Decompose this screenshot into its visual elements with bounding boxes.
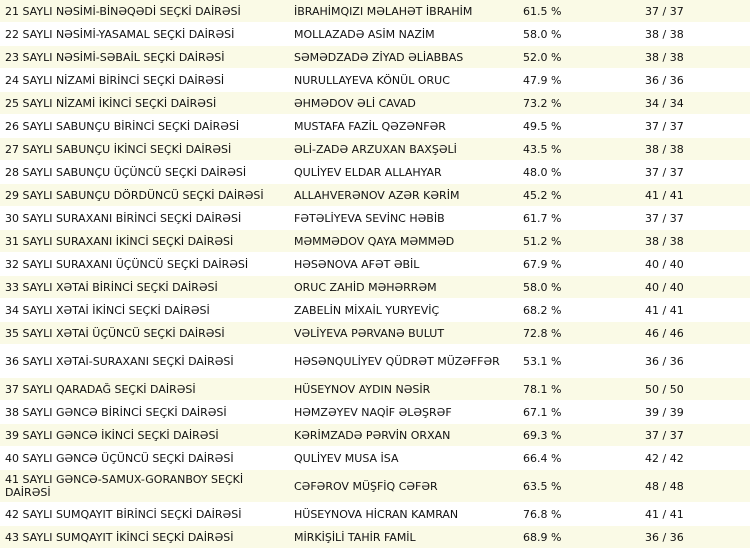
district-name-cell: 21 SAYLI NƏSİMİ-BİNƏQƏDİ SEÇKİ DAİRƏSİ [0, 0, 286, 23]
winner-name-cell: QULİYEV ELDAR ALLAHYAR [286, 161, 519, 184]
district-name-cell: 43 SAYLI SUMQAYIT İKİNCİ SEÇKİ DAİRƏSİ [0, 526, 286, 549]
precincts-counted-cell: 41 / 41 [641, 503, 750, 526]
precincts-counted-cell: 50 / 50 [641, 378, 750, 401]
precincts-counted-cell: 41 / 41 [641, 299, 750, 322]
table-row [0, 46, 750, 69]
table-row [0, 470, 750, 503]
table-row [0, 345, 750, 378]
winner-name-cell: HÜSEYNOVA HİCRAN KAMRAN [286, 503, 519, 526]
precincts-counted-cell: 37 / 37 [641, 424, 750, 447]
winner-name-cell: HÜSEYNOV AYDIN NƏSİR [286, 378, 519, 401]
district-name-cell: 28 SAYLI SABUNÇU ÜÇÜNCÜ SEÇKİ DAİRƏSİ [0, 161, 286, 184]
district-name-cell: 29 SAYLI SABUNÇU DÖRDÜNCÜ SEÇKİ DAİRƏSİ [0, 184, 286, 207]
district-name-cell: 34 SAYLI XƏTAİ İKİNCİ SEÇKİ DAİRƏSİ [0, 299, 286, 322]
district-name-cell: 23 SAYLI NƏSİMİ-SƏBAİL SEÇKİ DAİRƏSİ [0, 46, 286, 69]
vote-percent-cell: 53.1 % [519, 345, 641, 378]
winner-name-cell: FƏTƏLİYEVA SEVİNC HƏBİB [286, 207, 519, 230]
vote-percent-cell: 61.7 % [519, 207, 641, 230]
table-row [0, 322, 750, 345]
winner-name-cell: KƏRİMZADƏ PƏRVİN ORXAN [286, 424, 519, 447]
winner-name-cell: MOLLAZADƏ ASİM NAZİM [286, 23, 519, 46]
district-name-cell: 41 SAYLI GƏNCƏ-SAMUX-GORANBOY SEÇKİ DAİRƏSİ [0, 470, 286, 503]
table-row [0, 526, 750, 549]
vote-percent-cell: 67.1 % [519, 401, 641, 424]
table-row [0, 230, 750, 253]
winner-name-cell: MƏMMƏDOV QAYA MƏMMƏD [286, 230, 519, 253]
precincts-counted-cell: 37 / 37 [641, 207, 750, 230]
district-name-cell: 36 SAYLI XƏTAİ-SURAXANI SEÇKİ DAİRƏSİ [0, 345, 286, 378]
district-name-cell: 39 SAYLI GƏNCƏ İKİNCİ SEÇKİ DAİRƏSİ [0, 424, 286, 447]
table-row [0, 276, 750, 299]
vote-percent-cell: 48.0 % [519, 161, 641, 184]
district-name-cell: 22 SAYLI NƏSİMİ-YASAMAL SEÇKİ DAİRƏSİ [0, 23, 286, 46]
table-row [0, 207, 750, 230]
table-row [0, 115, 750, 138]
vote-percent-cell: 63.5 % [519, 470, 641, 503]
vote-percent-cell: 49.5 % [519, 115, 641, 138]
winner-name-cell: NURULLAYEVA KÖNÜL ORUC [286, 69, 519, 92]
winner-name-cell: VƏLİYEVA PƏRVANƏ BULUT [286, 322, 519, 345]
vote-percent-cell: 68.9 % [519, 526, 641, 549]
vote-percent-cell: 73.2 % [519, 92, 641, 115]
table-row [0, 0, 750, 23]
vote-percent-cell: 45.2 % [519, 184, 641, 207]
vote-percent-cell: 68.2 % [519, 299, 641, 322]
table-row [0, 253, 750, 276]
district-name-cell: 33 SAYLI XƏTAİ BİRİNCİ SEÇKİ DAİRƏSİ [0, 276, 286, 299]
vote-percent-cell: 58.0 % [519, 23, 641, 46]
winner-name-cell: İBRAHİMQIZI MƏLAHƏT İBRAHİM [286, 0, 519, 23]
vote-percent-cell: 69.3 % [519, 424, 641, 447]
district-name-cell: 26 SAYLI SABUNÇU BİRİNCİ SEÇKİ DAİRƏSİ [0, 115, 286, 138]
district-name-cell: 37 SAYLI QARADAĞ SEÇKİ DAİRƏSİ [0, 378, 286, 401]
winner-name-cell: SƏMƏDZADƏ ZİYAD ƏLİABBAS [286, 46, 519, 69]
precincts-counted-cell: 36 / 36 [641, 526, 750, 549]
district-name-cell: 40 SAYLI GƏNCƏ ÜÇÜNCÜ SEÇKİ DAİRƏSİ [0, 447, 286, 470]
table-row [0, 184, 750, 207]
table-row [0, 401, 750, 424]
precincts-counted-cell: 40 / 40 [641, 253, 750, 276]
precincts-counted-cell: 40 / 40 [641, 276, 750, 299]
precincts-counted-cell: 38 / 38 [641, 230, 750, 253]
vote-percent-cell: 43.5 % [519, 138, 641, 161]
table-row [0, 299, 750, 322]
table-row [0, 161, 750, 184]
precincts-counted-cell: 37 / 37 [641, 0, 750, 23]
winner-name-cell: CƏFƏROV MÜŞFİQ CƏFƏR [286, 470, 519, 503]
vote-percent-cell: 66.4 % [519, 447, 641, 470]
winner-name-cell: HƏSƏNOVA AFƏT ƏBİL [286, 253, 519, 276]
district-name-cell: 30 SAYLI SURAXANI BİRİNCİ SEÇKİ DAİRƏSİ [0, 207, 286, 230]
winner-name-cell: ƏLİ-ZADƏ ARZUXAN BAXŞƏLİ [286, 138, 519, 161]
precincts-counted-cell: 48 / 48 [641, 470, 750, 503]
precincts-counted-cell: 39 / 39 [641, 401, 750, 424]
precincts-counted-cell: 36 / 36 [641, 345, 750, 378]
precincts-counted-cell: 42 / 42 [641, 447, 750, 470]
district-name-cell: 38 SAYLI GƏNCƏ BİRİNCİ SEÇKİ DAİRƏSİ [0, 401, 286, 424]
district-name-cell: 27 SAYLI SABUNÇU İKİNCİ SEÇKİ DAİRƏSİ [0, 138, 286, 161]
vote-percent-cell: 61.5 % [519, 0, 641, 23]
vote-percent-cell: 67.9 % [519, 253, 641, 276]
vote-percent-cell: 52.0 % [519, 46, 641, 69]
district-name-cell: 25 SAYLI NİZAMİ İKİNCİ SEÇKİ DAİRƏSİ [0, 92, 286, 115]
district-name-cell: 42 SAYLI SUMQAYIT BİRİNCİ SEÇKİ DAİRƏSİ [0, 503, 286, 526]
table-row [0, 447, 750, 470]
vote-percent-cell: 72.8 % [519, 322, 641, 345]
winner-name-cell: HƏMZƏYEV NAQİF ƏLƏŞRƏF [286, 401, 519, 424]
table-row [0, 424, 750, 447]
precincts-counted-cell: 38 / 38 [641, 46, 750, 69]
district-name-cell: 24 SAYLI NİZAMİ BİRİNCİ SEÇKİ DAİRƏSİ [0, 69, 286, 92]
table-row [0, 92, 750, 115]
precincts-counted-cell: 41 / 41 [641, 184, 750, 207]
precincts-counted-cell: 34 / 34 [641, 92, 750, 115]
district-name-cell: 35 SAYLI XƏTAİ ÜÇÜNCÜ SEÇKİ DAİRƏSİ [0, 322, 286, 345]
table-row [0, 503, 750, 526]
winner-name-cell: HƏSƏNQULİYEV QÜDRƏT MÜZƏFFƏR [286, 345, 519, 378]
table-row [0, 69, 750, 92]
district-name-cell: 31 SAYLI SURAXANI İKİNCİ SEÇKİ DAİRƏSİ [0, 230, 286, 253]
winner-name-cell: ƏHMƏDOV ƏLİ CAVAD [286, 92, 519, 115]
winner-name-cell: QULİYEV MUSA İSA [286, 447, 519, 470]
table-row [0, 378, 750, 401]
winner-name-cell: ALLAHVERƏNOV AZƏR KƏRİM [286, 184, 519, 207]
vote-percent-cell: 58.0 % [519, 276, 641, 299]
precincts-counted-cell: 37 / 37 [641, 115, 750, 138]
precincts-counted-cell: 37 / 37 [641, 161, 750, 184]
vote-percent-cell: 51.2 % [519, 230, 641, 253]
vote-percent-cell: 47.9 % [519, 69, 641, 92]
winner-name-cell: ORUC ZAHİD MƏHƏRRƏM [286, 276, 519, 299]
vote-percent-cell: 78.1 % [519, 378, 641, 401]
winner-name-cell: MUSTAFA FAZİL QƏZƏNFƏR [286, 115, 519, 138]
precincts-counted-cell: 38 / 38 [641, 138, 750, 161]
precincts-counted-cell: 36 / 36 [641, 69, 750, 92]
winner-name-cell: ZABELİN MİXAİL YURYEVİÇ [286, 299, 519, 322]
table-row [0, 138, 750, 161]
precincts-counted-cell: 38 / 38 [641, 23, 750, 46]
vote-percent-cell: 76.8 % [519, 503, 641, 526]
district-name-cell: 32 SAYLI SURAXANI ÜÇÜNCÜ SEÇKİ DAİRƏSİ [0, 253, 286, 276]
table-row [0, 23, 750, 46]
winner-name-cell: MİRKİŞİLİ TAHİR FAMİL [286, 526, 519, 549]
precincts-counted-cell: 46 / 46 [641, 322, 750, 345]
